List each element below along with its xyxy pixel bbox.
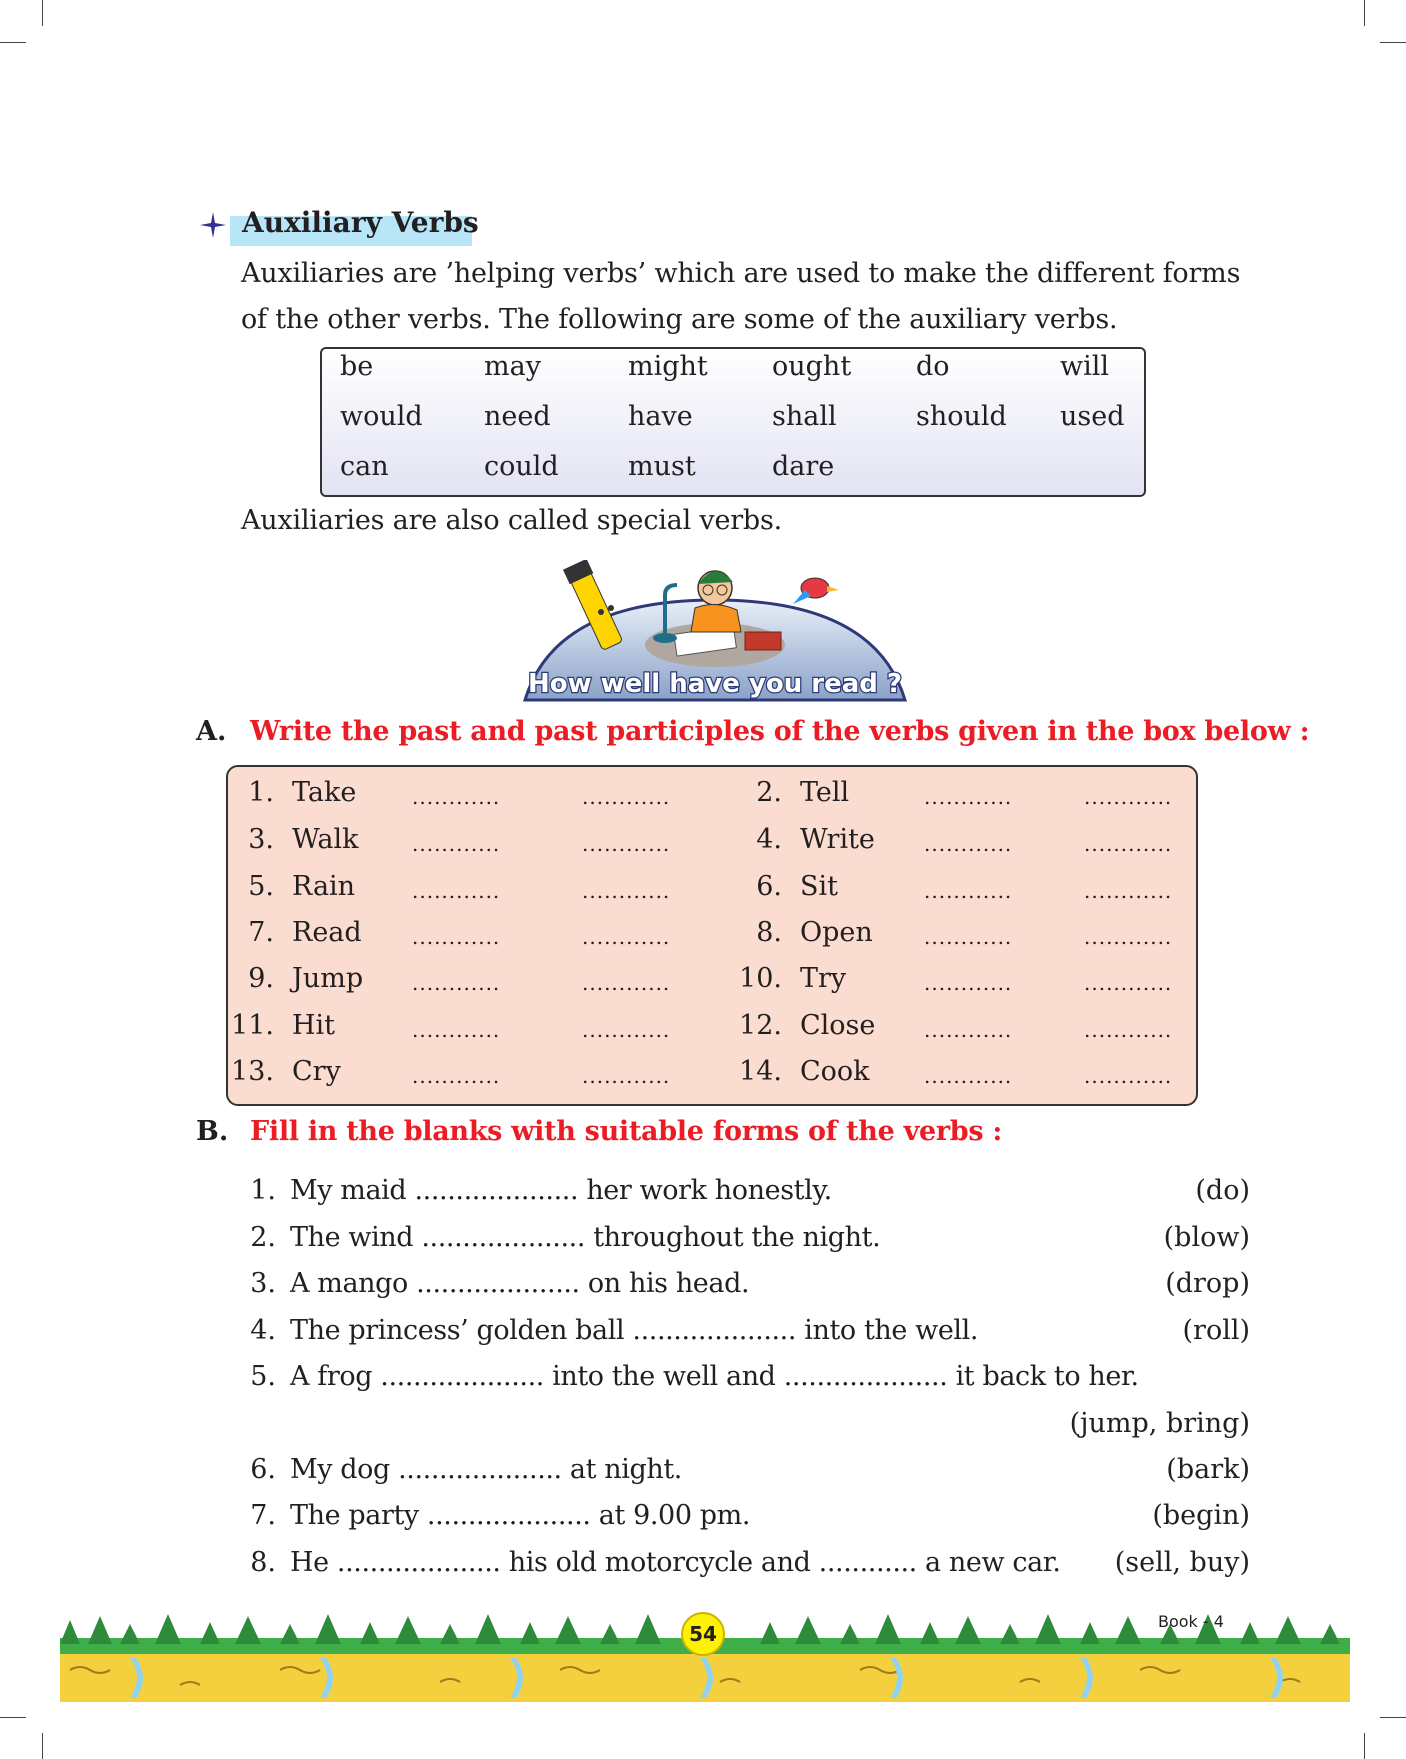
crop-mark bbox=[1380, 42, 1406, 43]
item-number: 2. bbox=[250, 1222, 276, 1253]
verb-word: Read bbox=[292, 917, 362, 948]
aux-verb: ought bbox=[772, 351, 852, 382]
blank-past: ............ bbox=[412, 832, 501, 856]
blank-past: ............ bbox=[924, 1018, 1013, 1042]
aux-verb: need bbox=[484, 401, 551, 432]
exercise-b-instruction: Fill in the blanks with suitable forms of the verbs : bbox=[250, 1116, 1003, 1147]
item-number: 5. bbox=[248, 871, 274, 902]
intro-line-2: of the other verbs. The following are some of the auxiliary verbs. bbox=[241, 304, 1118, 335]
aux-verb: could bbox=[484, 451, 559, 482]
blank-past: ............ bbox=[924, 832, 1013, 856]
verb-word: Sit bbox=[800, 871, 838, 902]
verb-word: Cry bbox=[292, 1056, 341, 1087]
item-number: 9. bbox=[248, 963, 274, 994]
verb-word: Take bbox=[292, 777, 357, 808]
verb-word: Close bbox=[800, 1010, 876, 1041]
item-number: 4. bbox=[250, 1315, 276, 1346]
blank-participle: ............ bbox=[582, 832, 671, 856]
blank-past: ............ bbox=[412, 785, 501, 809]
how-well-have-you-read-banner bbox=[515, 560, 913, 705]
sentence: The princess’ golden ball .................... into the well. bbox=[290, 1315, 979, 1346]
item-number: 3. bbox=[250, 1268, 276, 1299]
aux-verb: used bbox=[1060, 401, 1125, 432]
aux-verb: shall bbox=[772, 401, 837, 432]
crop-mark bbox=[42, 0, 43, 26]
exercise-a-label: A. bbox=[196, 716, 227, 747]
verb-practice-box bbox=[226, 765, 1198, 1106]
sentence: A frog .................... into the well and .................... it back to her. bbox=[290, 1361, 1139, 1392]
verb-hint: (drop) bbox=[1165, 1268, 1250, 1299]
crop-mark bbox=[42, 1733, 43, 1759]
blank-past: ............ bbox=[924, 971, 1013, 995]
verb-word: Open bbox=[800, 917, 873, 948]
item-number: 10. bbox=[739, 963, 782, 994]
blank-past: ............ bbox=[924, 879, 1013, 903]
intro-line-1: Auxiliaries are ’helping verbs’ which are used to make the different forms bbox=[241, 258, 1241, 289]
aux-verb: would bbox=[340, 401, 423, 432]
blank-past: ............ bbox=[412, 971, 501, 995]
sentence: My dog .................... at night. bbox=[290, 1454, 682, 1485]
verb-word: Rain bbox=[292, 871, 356, 902]
blank-past: ............ bbox=[412, 1018, 501, 1042]
aux-verb: have bbox=[628, 401, 693, 432]
blank-participle: ............ bbox=[582, 785, 671, 809]
blank-participle: ............ bbox=[582, 1018, 671, 1042]
verb-hint: (jump, bring) bbox=[1069, 1408, 1250, 1439]
banner-text: How well have you read ? bbox=[527, 669, 903, 699]
item-number: 11. bbox=[231, 1010, 274, 1041]
item-number: 8. bbox=[250, 1547, 276, 1578]
blank-past: ............ bbox=[924, 785, 1013, 809]
verb-hint: (begin) bbox=[1152, 1500, 1250, 1531]
blank-past: ............ bbox=[412, 879, 501, 903]
verb-word: Write bbox=[800, 824, 875, 855]
blank-participle: ............ bbox=[1084, 832, 1173, 856]
item-number: 6. bbox=[756, 871, 782, 902]
verb-word: Walk bbox=[292, 824, 359, 855]
page-number: 54 bbox=[681, 1612, 725, 1656]
crop-mark bbox=[0, 42, 26, 43]
aux-verb: must bbox=[628, 451, 696, 482]
blank-participle: ............ bbox=[582, 1064, 671, 1088]
verb-hint: (do) bbox=[1195, 1175, 1250, 1206]
blank-past: ............ bbox=[924, 1064, 1013, 1088]
crop-mark bbox=[1364, 0, 1365, 26]
blank-participle: ............ bbox=[1084, 1018, 1173, 1042]
blank-participle: ............ bbox=[1084, 971, 1173, 995]
item-number: 5. bbox=[250, 1361, 276, 1392]
exercise-b-label: B. bbox=[196, 1116, 229, 1147]
aux-verb: dare bbox=[772, 451, 835, 482]
verb-hint: (blow) bbox=[1163, 1222, 1250, 1253]
crop-mark bbox=[1364, 1733, 1365, 1759]
special-verbs-note: Auxiliaries are also called special verbs. bbox=[241, 505, 783, 536]
verb-word: Try bbox=[800, 963, 847, 994]
blank-participle: ............ bbox=[1084, 925, 1173, 949]
blank-participle: ............ bbox=[1084, 1064, 1173, 1088]
item-number: 7. bbox=[248, 917, 274, 948]
auxiliary-verbs-table bbox=[320, 347, 1146, 497]
verb-word: Jump bbox=[292, 963, 364, 994]
item-number: 14. bbox=[739, 1056, 782, 1087]
item-number: 1. bbox=[248, 777, 274, 808]
blank-participle: ............ bbox=[1084, 785, 1173, 809]
verb-word: Cook bbox=[800, 1056, 870, 1087]
sentence: The party .................... at 9.00 pm. bbox=[290, 1500, 751, 1531]
aux-verb: might bbox=[628, 351, 708, 382]
aux-verb: do bbox=[916, 351, 950, 382]
blank-participle: ............ bbox=[1084, 879, 1173, 903]
book-label: Book - 4 bbox=[1158, 1612, 1224, 1631]
aux-verb: can bbox=[340, 451, 389, 482]
exercise-a-instruction: Write the past and past participles of the verbs given in the box below : bbox=[250, 716, 1310, 747]
item-number: 13. bbox=[231, 1056, 274, 1087]
item-number: 1. bbox=[250, 1175, 276, 1206]
item-number: 6. bbox=[250, 1454, 276, 1485]
blank-past: ............ bbox=[412, 1064, 501, 1088]
blank-participle: ............ bbox=[582, 879, 671, 903]
verb-hint: (sell, buy) bbox=[1114, 1547, 1250, 1578]
blank-past: ............ bbox=[412, 925, 501, 949]
blank-participle: ............ bbox=[582, 971, 671, 995]
crop-mark bbox=[0, 1717, 26, 1718]
blank-participle: ............ bbox=[582, 925, 671, 949]
sentence: My maid .................... her work honestly. bbox=[290, 1175, 832, 1206]
item-number: 2. bbox=[756, 777, 782, 808]
verb-word: Hit bbox=[292, 1010, 336, 1041]
aux-verb: may bbox=[484, 351, 541, 382]
item-number: 4. bbox=[756, 824, 782, 855]
item-number: 3. bbox=[248, 824, 274, 855]
sentence: He .................... his old motorcycle and ............ a new car. bbox=[290, 1547, 1061, 1578]
item-number: 12. bbox=[739, 1010, 782, 1041]
aux-verb: be bbox=[340, 351, 374, 382]
item-number: 7. bbox=[250, 1500, 276, 1531]
aux-verb: should bbox=[916, 401, 1007, 432]
blank-past: ............ bbox=[924, 925, 1013, 949]
verb-word: Tell bbox=[800, 777, 850, 808]
crop-mark bbox=[1380, 1717, 1406, 1718]
verb-hint: (roll) bbox=[1182, 1315, 1250, 1346]
verb-hint: (bark) bbox=[1166, 1454, 1250, 1485]
sentence: The wind .................... throughout the night. bbox=[290, 1222, 881, 1253]
four-point-star-icon bbox=[200, 212, 226, 238]
item-number: 8. bbox=[756, 917, 782, 948]
sentence: A mango .................... on his head. bbox=[290, 1268, 750, 1299]
aux-verb: will bbox=[1060, 351, 1110, 382]
section-title: Auxiliary Verbs bbox=[242, 206, 479, 239]
